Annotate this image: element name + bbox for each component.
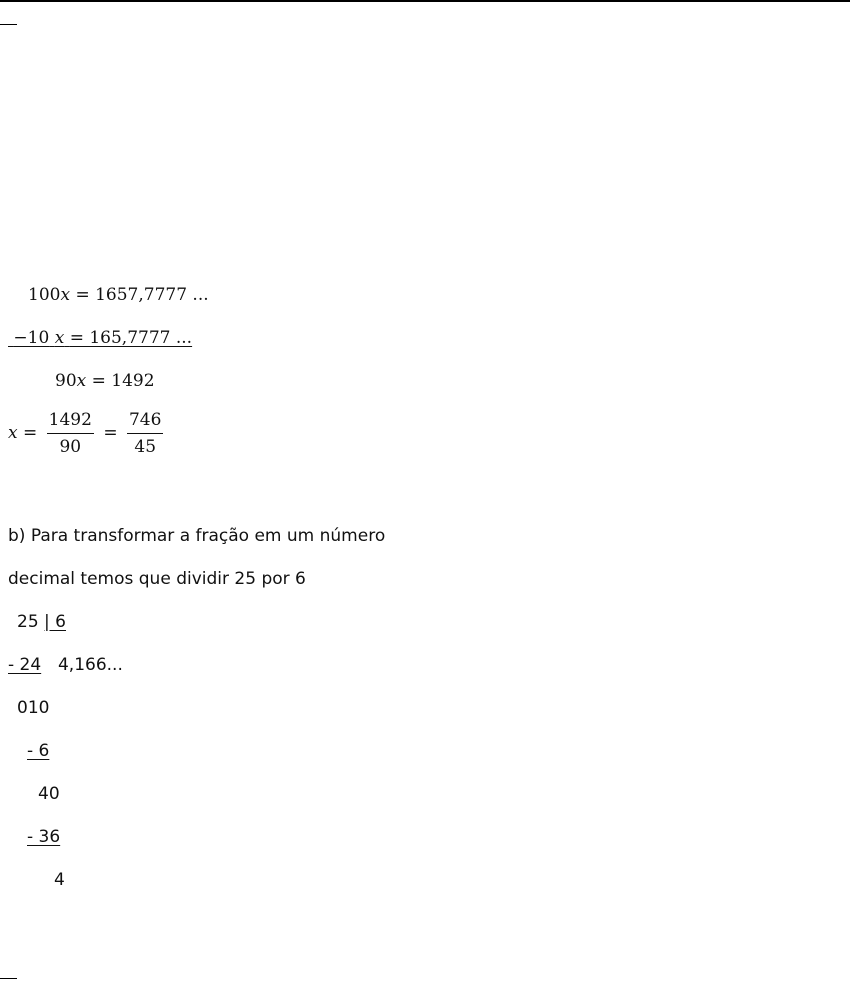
eq3-rhs: = 1492 [91,371,155,391]
part-b-text-line-2: decimal temos que dividir 25 por 6 [8,569,306,589]
division-subtract-3: - 36 [27,827,61,847]
result-variable: x [8,423,18,443]
eq2-coefficient: −10 [13,328,50,348]
part-b-text-line-1: b) Para transformar a fração em um número [8,526,386,546]
fraction-746-45 [127,410,163,457]
division-subtract-2: - 6 [27,741,50,761]
division-dividend-row [17,612,66,632]
eq3-coefficient: 90 [55,371,77,391]
fraction-1-numerator: 1492 [47,410,94,434]
fraction-1-denominator: 90 [59,437,82,457]
division-remainder-2: 40 [38,784,60,804]
division-divisor: | 6 [44,612,66,632]
division-quotient: 4,166... [57,655,123,675]
top-border [0,0,850,2]
eq1-coefficient: 100 [28,285,61,305]
eq2-rhs: = 165,7777 ... [69,328,193,348]
division-dividend: 25 [17,612,39,632]
eq1-rhs: = 1657,7777 ... [75,285,209,305]
eq1-variable: x [60,285,71,305]
equation-line-1 [28,285,209,305]
fraction-1492-90 [47,410,94,457]
fraction-2-numerator: 746 [127,410,163,434]
bottom-margin-mark [0,978,17,979]
eq3-variable: x [76,371,87,391]
division-step-1 [8,655,123,675]
result-equals-2: = [103,423,118,443]
equation-result [8,410,167,457]
top-margin-mark [0,24,17,25]
eq2-variable: x [54,328,65,348]
division-subtract-1: - 24 [8,655,42,675]
equation-line-3 [55,371,155,391]
result-equals-1: = [23,423,38,443]
division-remainder-3: 4 [54,870,65,890]
equation-line-2 [8,328,192,348]
division-remainder-1: 010 [17,698,50,718]
fraction-2-denominator: 45 [134,437,157,457]
